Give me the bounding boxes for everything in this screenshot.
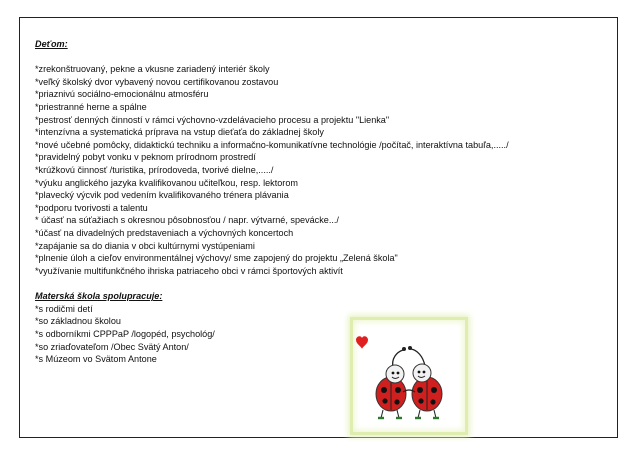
- list-item: *s Múzeom vo Svätom Antone: [35, 354, 157, 365]
- list-item: *veľký školský dvor vybavený novou certifikovanou zostavou: [35, 76, 279, 87]
- list-item: *intenzívna a systematická príprava na vstup dieťaťa do základnej školy: [35, 127, 324, 138]
- list-item: *plavecký výcvik pod vedením kvalifikovaného trénera plávania: [35, 190, 289, 201]
- spacer: [35, 51, 595, 64]
- children-heading: Deťom:: [35, 39, 68, 49]
- list-item: *krúžkovú činnosť /turistika, prírodoveda, tvorivé dielne,...../: [35, 164, 274, 175]
- document-body: [35, 38, 595, 366]
- list-item: *výuku anglického jazyka kvalifikovanou učiteľkou, resp. lektorom: [35, 177, 298, 188]
- list-item: *s rodičmi detí: [35, 303, 93, 314]
- cooperation-list: [35, 303, 595, 366]
- list-item: *so základnou školou: [35, 316, 121, 327]
- heart-icon: [356, 336, 368, 349]
- list-item: *priaznivú sociálno-emocionálnu atmosféru: [35, 89, 209, 100]
- list-item: *so zriaďovateľom /Obec Svätý Anton/: [35, 341, 189, 352]
- list-item: *pravidelný pobyt vonku v peknom prírodnom prostredí: [35, 152, 256, 163]
- cooperation-heading: Materská škola spolupracuje:: [35, 291, 163, 302]
- list-item: *zapájanie sa do diania v obci kultúrnymi vystúpeniami: [35, 240, 255, 251]
- list-item: * účasť na súťažiach s okresnou pôsobnosťou / napr. výtvarné, spevácke.../: [35, 215, 339, 226]
- illustration-frame: [350, 317, 468, 435]
- left-ladybug: [376, 365, 406, 418]
- children-list: [35, 63, 595, 277]
- right-ladybug: [412, 364, 442, 418]
- spacer: [35, 277, 595, 290]
- list-item: *podporu tvorivosti a talentu: [35, 202, 148, 213]
- list-item: *priestranné herne a spálne: [35, 101, 147, 112]
- ladybugs-in-love-icon: [353, 320, 465, 432]
- list-item: *účasť na divadelných predstaveniach a výchovných koncertoch: [35, 227, 294, 238]
- list-item: *nové učebné pomôcky, didaktickú techniku a informačno-komunikatívne technológie /počítač, interaktívna tabuľa,...../: [35, 139, 509, 150]
- list-item: *s odborníkmi CPPPaP /logopéd, psychológ/: [35, 329, 215, 340]
- list-item: *plnenie úloh a cieľov environmentálnej výchovy/ sme zapojený do projektu „Zelená škola": [35, 253, 398, 264]
- list-item: *využívanie multifunkčného ihriska patriaceho obci v rámci športových aktivít: [35, 265, 343, 276]
- list-item: *zrekonštruovaný, pekne a vkusne zariadený interiér školy: [35, 64, 270, 75]
- list-item: *pestrosť denných činností v rámci výchovno-vzdelávacieho procesu a projektu "Lienka": [35, 114, 390, 125]
